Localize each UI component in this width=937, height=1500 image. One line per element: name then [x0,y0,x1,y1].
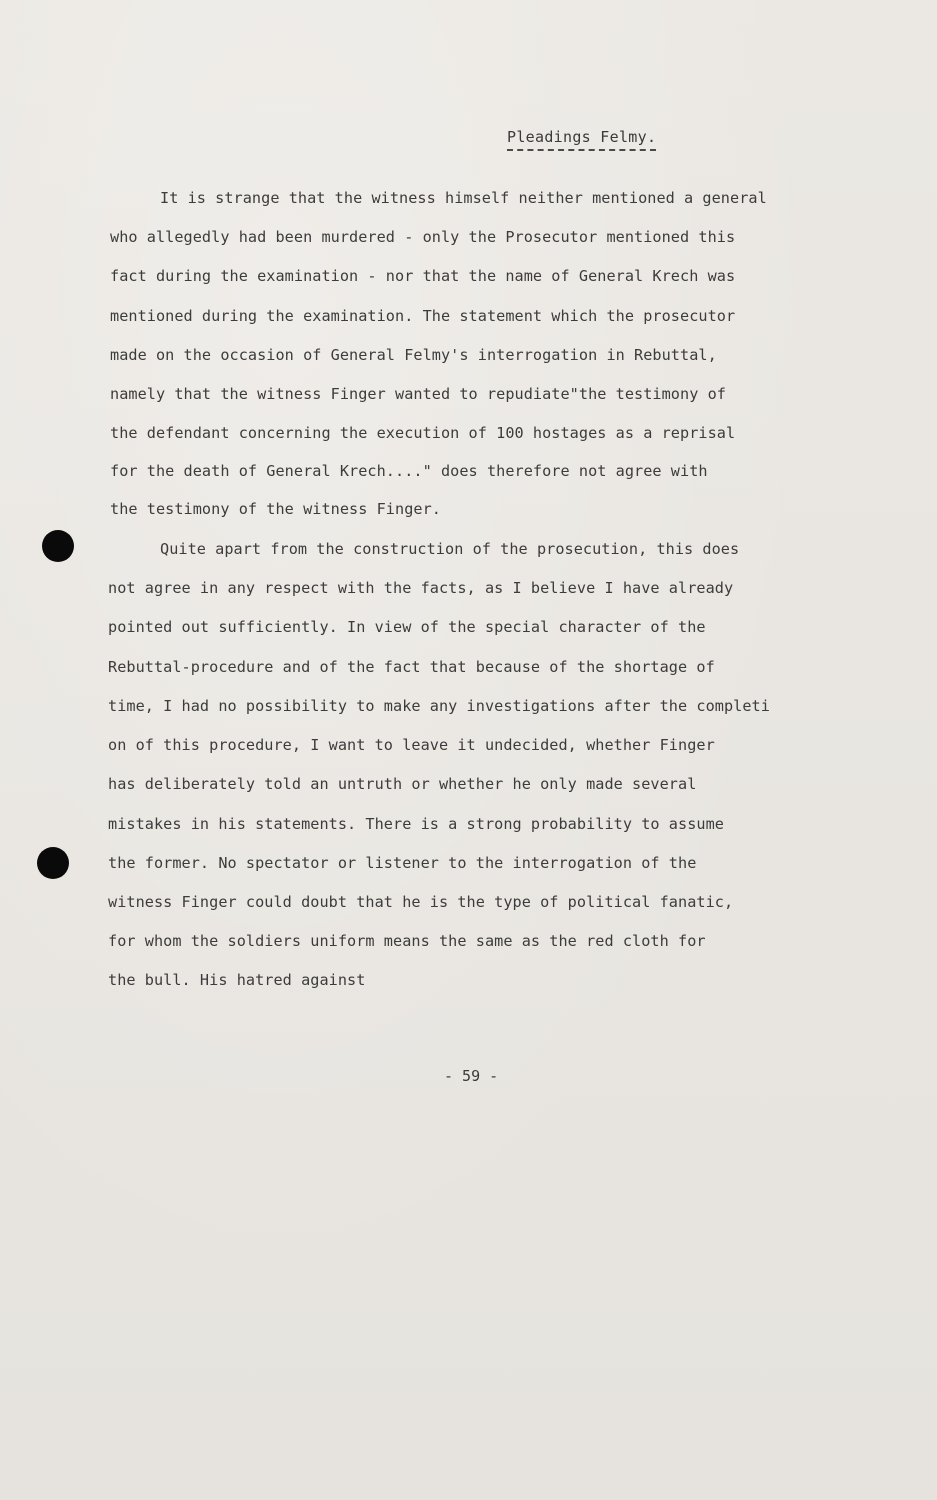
text-line: has deliberately told an untruth or whether he only made several [108,775,697,793]
text-line: mentioned during the examination. The statement which the prosecutor [110,307,736,325]
text-line: the defendant concerning the execution of 100 hostages as a reprisal [110,424,736,442]
text-line: who allegedly had been murdered - only the Prosecutor mentioned this [110,228,736,246]
punch-hole [37,847,69,879]
text-line: witness Finger could doubt that he is the type of political fanatic, [108,893,734,911]
text-line: the testimony of the witness Finger. [110,500,441,518]
page-heading: Pleadings Felmy. [507,128,656,151]
text-line: Quite apart from the construction of the prosecution, this does [160,540,740,558]
text-line: It is strange that the witness himself neither mentioned a general [160,189,767,207]
text-line: time, I had no possibility to make any investigations after the completi [108,697,770,715]
text-line: the bull. His hatred against [108,971,366,989]
page-number: - 59 - [444,1067,499,1085]
text-line: not agree in any respect with the facts, as I believe I have already [108,579,734,597]
text-line: pointed out sufficiently. In view of the special character of the [108,618,706,636]
text-line: Rebuttal-procedure and of the fact that because of the shortage of [108,658,715,676]
text-line: namely that the witness Finger wanted to repudiate"the testimony of [110,385,726,403]
text-line: on of this procedure, I want to leave it undecided, whether Finger [108,736,715,754]
text-line: mistakes in his statements. There is a strong probability to assume [108,815,724,833]
text-line: the former. No spectator or listener to the interrogation of the [108,854,697,872]
punch-hole [42,530,74,562]
text-line: for whom the soldiers uniform means the same as the red cloth for [108,932,706,950]
text-line: fact during the examination - nor that the name of General Krech was [110,267,736,285]
text-line: made on the occasion of General Felmy's interrogation in Rebuttal, [110,346,717,364]
text-line: for the death of General Krech...." does therefore not agree with [110,462,708,480]
